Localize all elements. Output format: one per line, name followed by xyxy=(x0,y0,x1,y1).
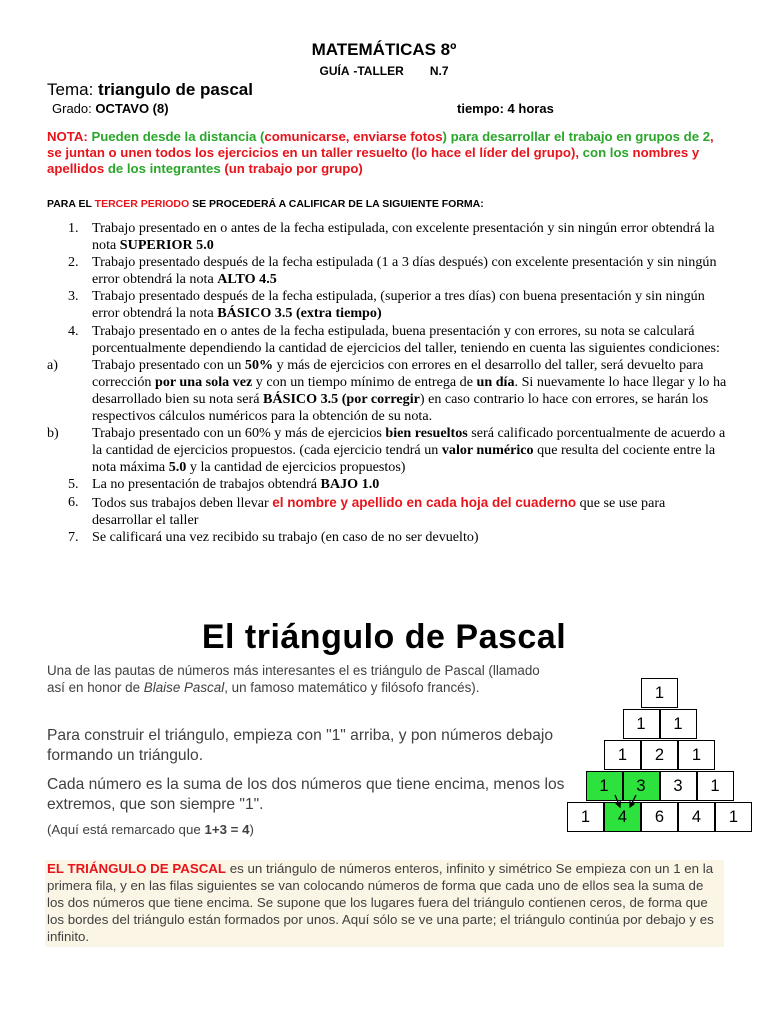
triangle-cell-r3-c2: 2 xyxy=(641,740,678,770)
triangle-cell-r3-c3: 1 xyxy=(678,740,715,770)
period-line xyxy=(47,198,484,210)
rule-emphasis: valor numérico xyxy=(441,442,534,459)
list-item xyxy=(47,476,727,493)
list-item xyxy=(47,254,727,288)
triangle-cell-r2-c2: 1 xyxy=(660,709,697,739)
rule-text: Trabajo presentado después de la fecha estipulada (1 a 3 días después) con excelente presentación y sin ningún error obtendrá la nota xyxy=(92,254,717,288)
list-item-number: 5. xyxy=(68,476,79,493)
rule-text: será calificado porcentualmente de acuerdo a la cantidad de ejercicios propuestos. (cada ejercicio tendrá un xyxy=(92,425,726,459)
time-text: tiempo: 4 horas xyxy=(457,101,554,116)
arrow-right xyxy=(630,795,636,807)
rule-emphasis: 5.0 xyxy=(168,459,187,476)
definition-title: EL TRIÁNGULO DE PASCAL xyxy=(47,861,227,876)
triangle-cell-r1-c1: 1 xyxy=(641,678,678,708)
definition-text: es un triángulo de números enteros, infinito y simétrico Se empieza con un 1 en la primera fila, y en las filas siguientes se van colocando números de forma que cada uno de ellos sea la suma de los dos números que tiene encima. Se supone que los lugares fuera del triángulo contienen ceros, de forma que los bordes del triángulo están formados por unos. Aquí sólo se ve una parte; el triángulo continúa por debajo y es infinito. xyxy=(47,861,714,944)
triangle-cell-r4-c3: 3 xyxy=(660,771,697,801)
rule-text: Trabajo presentado con un xyxy=(92,356,245,373)
list-item-number: 4. xyxy=(68,322,79,339)
topic-label: Tema: xyxy=(47,80,94,99)
grading-rules-list xyxy=(47,220,727,546)
rule-text: . Si nuevamente lo hace llegar y lo ha desarrollado bien su nota será xyxy=(92,373,727,407)
triangle-cell-r5-c3: 6 xyxy=(641,802,678,832)
rule-emphasis: 50% xyxy=(244,356,274,373)
note-part-1: Pueden desde la distancia ( xyxy=(91,129,265,144)
rule-grade: ALTO 4.5 xyxy=(217,271,277,288)
period-part-2: TERCER PERIODO xyxy=(94,198,190,210)
rule-text: La no presentación de trabajos obtendrá xyxy=(92,476,321,493)
list-item xyxy=(47,529,727,546)
triangle-cell-r4-c4: 1 xyxy=(697,771,734,801)
guide-label: GUÍA -TALLER xyxy=(319,64,404,78)
triangle-cell-r5-c4: 4 xyxy=(678,802,715,832)
note-part-2: comunicarse, enviarse fotos xyxy=(264,129,443,144)
note-part-4: , se juntan o unen todos los ejercicios en un taller resuelto (lo hace el líder del grupo), xyxy=(47,129,714,160)
note-part-7: de los integrantes xyxy=(104,161,225,176)
document-title: MATEMÁTICAS 8º xyxy=(311,40,457,59)
note-part-5: con los xyxy=(579,145,633,160)
triangle-cell-r5-c5: 1 xyxy=(715,802,752,832)
rule-text: Trabajo presentado en o antes de la fecha estipulada, con excelente presentación y sin ningún error obtendrá la nota xyxy=(92,220,715,254)
rule-text: que resulta del cociente entre la nota máxima xyxy=(92,442,716,476)
note-part-3: ) para desarrollar el trabajo en grupos de 2 xyxy=(442,129,711,144)
grade-line xyxy=(52,101,732,116)
list-item-text: Trabajo presentado en o antes de la fecha estipulada, buena presentación y con errores, su nota se calculará porcentualmente dependiendo la cantidad de ejercicios del taller, teniendo en cuenta las siguientes condiciones: xyxy=(92,322,720,356)
rule-text: ) en caso contrario lo hace con errores, se harán los respectivos cálculos numéricos para la obtención de su nota. xyxy=(92,390,709,425)
list-item xyxy=(47,323,727,357)
list-item-text xyxy=(92,220,727,254)
list-item-number: 2. xyxy=(68,254,79,271)
list-item xyxy=(47,288,727,322)
highlight-text: ) xyxy=(249,822,254,837)
topic-line xyxy=(47,80,253,100)
highlight-text: (Aquí está remarcado que xyxy=(47,822,205,837)
triangle-cell-r4-c2: 3 xyxy=(623,771,660,801)
rule-text: Todos sus trabajos deben llevar xyxy=(92,494,273,511)
pascal-highlight-note xyxy=(47,822,567,837)
list-item-number: b) xyxy=(47,425,59,442)
period-part-3: SE PROCEDERÁ A CALIFICAR DE LA SIGUIENTE FORMA: xyxy=(189,198,484,210)
list-item-number: 1. xyxy=(68,220,79,236)
topic-value: triangulo de pascal xyxy=(98,80,253,99)
pascal-section-title: El triángulo de Pascal xyxy=(201,618,567,656)
note-part-6: nombres y apellidos xyxy=(47,145,700,176)
rule-text: y la cantidad de ejercicios propuestos) xyxy=(186,459,406,476)
period-part-1: PARA EL xyxy=(47,198,95,210)
highlight-formula: 1+3 = 4 xyxy=(204,822,250,837)
triangle-cell-r4-c1: 1 xyxy=(586,771,623,801)
list-item xyxy=(47,425,727,476)
pascal-build-instructions: Para construir el triángulo, empieza con "1" arriba, y pon números debajo formando un triángulo. xyxy=(47,727,554,764)
list-item xyxy=(47,357,727,425)
list-item-text xyxy=(92,476,727,493)
rule-highlight: el nombre y apellido en cada hoja del cuaderno xyxy=(272,494,577,510)
list-item xyxy=(47,220,727,254)
note-paragraph xyxy=(47,129,722,177)
note-label: NOTA: xyxy=(47,129,88,144)
list-item-text xyxy=(92,357,727,425)
list-item-number: 7. xyxy=(68,528,79,545)
list-item-number: 6. xyxy=(68,493,79,510)
list-item-text: Se calificará una vez recibido su trabajo (en caso de no ser devuelto) xyxy=(92,528,479,545)
rule-grade: BÁSICO 3.5 (por corregir xyxy=(263,390,420,407)
rule-emphasis: por una sola vez xyxy=(155,373,253,390)
rule-text: que se use para desarrollar el taller xyxy=(92,494,666,528)
rule-grade: BÁSICO 3.5 (extra tiempo) xyxy=(217,305,382,322)
rule-text: Trabajo presentado después de la fecha estipulada, (superior a tres días) con buena presentación y sin ningún error obtendrá la nota xyxy=(92,288,705,322)
note-part-8: (un trabajo por grupo) xyxy=(224,161,363,176)
list-item xyxy=(47,494,727,529)
list-item-number: a) xyxy=(47,356,58,373)
grade-label: Grado: xyxy=(52,101,92,116)
list-item-text xyxy=(92,494,727,529)
guide-line xyxy=(0,64,768,78)
triangle-cell-r5-c1: 1 xyxy=(567,802,604,832)
rule-grade: BAJO 1.0 xyxy=(320,476,380,493)
rule-text: Trabajo presentado con un 60% y más de ejercicios xyxy=(92,425,386,442)
description-text: , un famoso matemático y filósofo francés). xyxy=(224,679,480,695)
pascal-definition xyxy=(45,860,724,947)
description-text: Una de las pautas de números más interesantes el es triángulo de Pascal (llamado así en honor de xyxy=(47,663,540,695)
rule-grade: SUPERIOR 5.0 xyxy=(119,237,214,254)
description-name: Blaise Pascal xyxy=(143,679,225,695)
triangle-cell-r3-c1: 1 xyxy=(604,740,641,770)
list-item-text xyxy=(92,288,727,322)
list-item-text xyxy=(92,254,727,288)
rule-text: y más de ejercicios con errores en el desarrollo del taller, será devuelto para corrección xyxy=(92,356,704,390)
rule-emphasis: un día xyxy=(476,373,515,390)
pascal-description xyxy=(47,663,547,697)
grade-value: OCTAVO (8) xyxy=(95,101,169,116)
arrow-left xyxy=(615,795,620,807)
list-item-number: 3. xyxy=(68,288,79,305)
pascal-sum-rule: Cada número es la suma de los dos números que tiene encima, menos los extremos, que son siempre "1". xyxy=(47,776,565,813)
rule-emphasis: bien resueltos xyxy=(385,425,468,442)
triangle-cell-r5-c2: 4 xyxy=(604,802,641,832)
guide-number: N.7 xyxy=(429,64,449,78)
triangle-cell-r2-c1: 1 xyxy=(623,709,660,739)
list-item-text xyxy=(92,425,727,476)
rule-text: y con un tiempo mínimo de entrega de xyxy=(252,373,477,390)
